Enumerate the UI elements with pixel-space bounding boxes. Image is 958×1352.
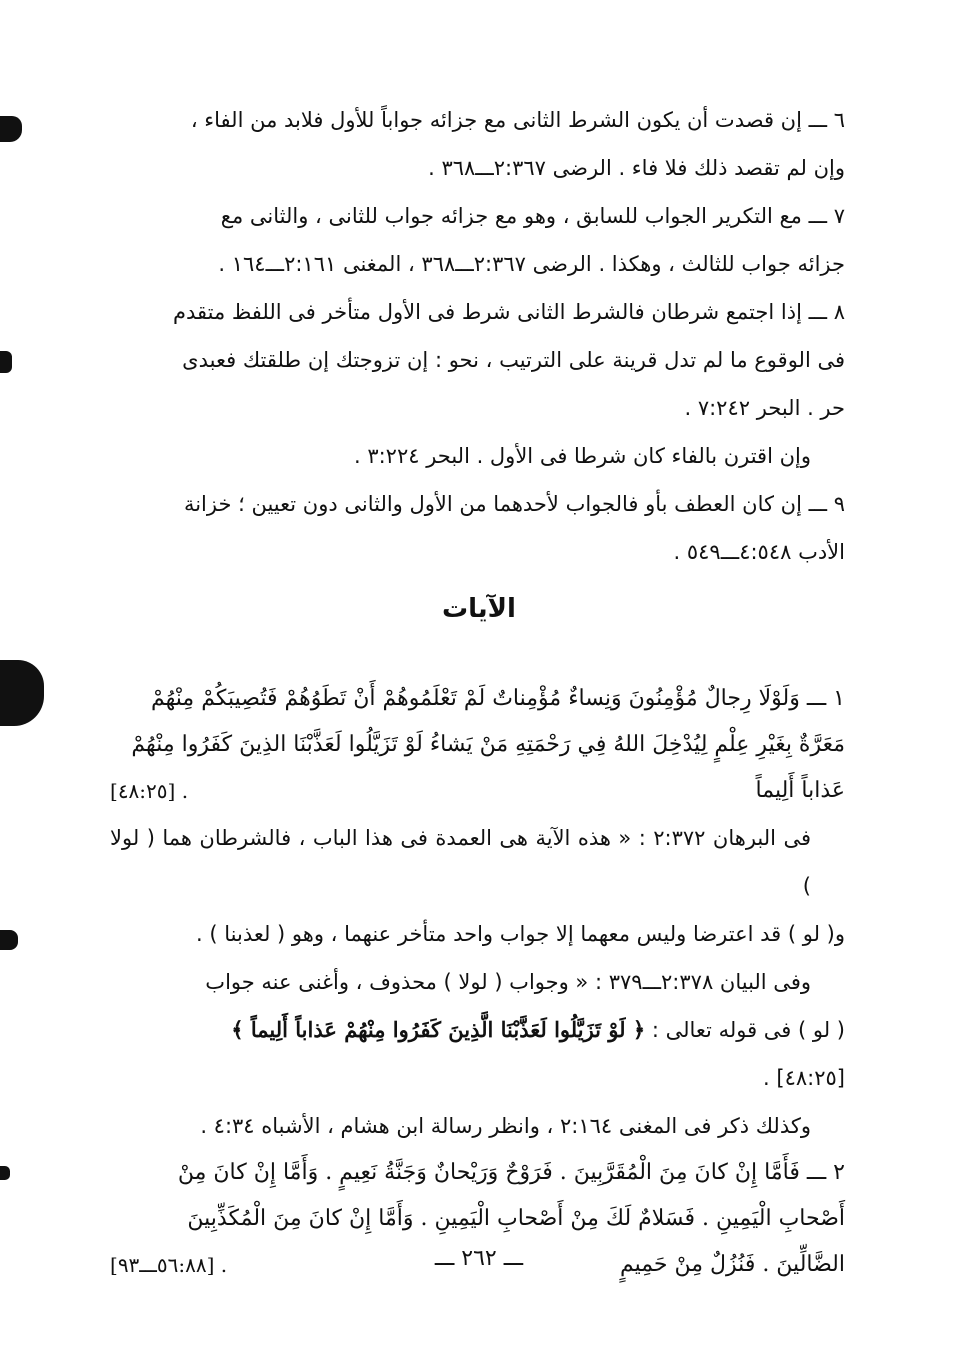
verse-line: مَعَرَّةٌ بِغَيْرِ عِلْمٍ لِيُدْخِلَ اللهُ فِي رَحْمَتِهِ مَنْ يَشاءُ لَوْ تَزَيَّلُوا لَعَذَّبْنَا الذِينَ كَفَرُوا مِنْهُمْ xyxy=(131,732,845,757)
verse-line-with-ref xyxy=(110,768,845,814)
scan-mark xyxy=(0,116,22,142)
note-line: وإن اقترن بالفاء كان شرطا فى الأول . البحر ٣:٢٢٤ . xyxy=(353,444,811,468)
scan-mark xyxy=(0,660,44,726)
note-line: ٨ ـــ إذا اجتمع شرطان فالشرط الثانى شرط فى الأول متأخر فى اللفظ متقدم xyxy=(172,300,845,324)
note-line: وإن لم تقصد ذلك فلا فاء . الرضى ٢:٣٦٧ـــ٣٦٨ . xyxy=(428,156,845,180)
verse-line: ١ ـــ وَلَوْلَا رِجالٌ مُؤْمِنُونَ وَنِساءٌ مُؤْمِناتٌ لَمْ تَعْلَمُوهُمْ أَنْ تَطَوُهُمْ فَتُصِيبَكُمْ مِنْهُمْ xyxy=(151,686,845,711)
verses-section xyxy=(110,676,845,1288)
note-line: ٩ ـــ إن كان العطف بأو فالجواب لأحدهما من الأول والثانى دون تعيين ؛ خزانة xyxy=(183,492,845,516)
scan-mark xyxy=(0,1166,10,1180)
note-9 xyxy=(110,480,845,576)
note-line: ٦ ـــ إن قصدت أن يكون الشرط الثانى مع جزائه جواباً للأول فلابد من الفاء ، xyxy=(190,108,845,132)
commentary-mughni xyxy=(110,1102,845,1150)
note-line: جزائه جواب للثالث ، وهكذا . الرضى ٢:٣٦٧ـــ٣٦٨ ، المغنى ٢:١٦١ـــ١٦٤ . xyxy=(218,252,845,276)
note-line: فى الوقوع ما لم تدل قرينة على الترتيب ، نحو : إن تزوجتك إن طلقتك فعبدى xyxy=(182,348,845,372)
note-line: ٧ ـــ مع التكرير الجواب للسابق ، وهو مع جزائه جواب للثانى ، والثانى مع xyxy=(220,204,845,228)
note-line: الأدب ٤:٥٤٨ـــ٥٤٩ . xyxy=(673,540,845,564)
verse-1 xyxy=(110,676,845,814)
verse-reference: [٥٦:٨٨ـــ٩٣] . xyxy=(110,1253,228,1277)
note-6 xyxy=(110,96,845,192)
verse-line: أَصْحابِ الْيَمِينِ . فَسَلامٌ لَكَ مِنْ أَصْحابِ الْيَمِينِ . وَأَمَّا إِنْ كانَ مِنَ الْمُكَذِّبِينَ xyxy=(187,1206,845,1231)
verse-text: الضَّالِّينَ . فَنُزُلٌ مِنْ حَمِيمٍ xyxy=(619,1252,845,1277)
commentary-burhan xyxy=(110,814,845,958)
note-8 xyxy=(110,288,845,432)
page-number: ـــ ٢٦٢ ـــ xyxy=(434,1246,524,1271)
commentary-line: و( لو ) قد اعترضا وليس معهما إلا جواب واحد متأخر عنهما ، وهو ( لعذبنا ) . xyxy=(196,922,845,946)
notes-section xyxy=(110,96,845,576)
commentary-line: فى البرهان ٢:٣٧٢ : « هذه الآية هى العمدة فى هذا الباب ، فالشرطان هما ( لولا ) xyxy=(110,826,811,898)
commentary-line xyxy=(110,1006,845,1054)
commentary-bayan xyxy=(110,958,845,1102)
scan-mark xyxy=(0,930,18,950)
note-line: حر . البحر ٧:٢٤٢ . xyxy=(684,396,845,420)
commentary-line: [٤٨:٢٥] . xyxy=(763,1066,845,1090)
commentary-line: وفى البيان ٢:٣٧٨ـــ٣٧٩ : « وجواب ( لولا ) محذوف ، وأغنى عنه جواب xyxy=(205,970,811,994)
quran-quote: ﴿ لَوْ تَزَيَّلُوا لَعَذَّبْنَا الَّذِينَ كَفَرُوا مِنْهُمْ عَذاباً أَلِيماً ﴾ xyxy=(231,1017,646,1042)
verse-reference: [٤٨:٢٥] . xyxy=(110,779,189,803)
verse-text: عَذاباً أَلِيماً xyxy=(755,778,845,803)
section-heading: الآيات xyxy=(442,594,516,624)
note-7 xyxy=(110,192,845,288)
note-8-continued xyxy=(110,432,845,480)
commentary-line: وكذلك ذكر فى المغنى ٢:١٦٤ ، وانظر رسالة ابن هشام ، الأشباه ٤:٣٤ . xyxy=(200,1114,811,1138)
verse-line: ٢ ـــ فَأَمَّا إِنْ كانَ مِنَ الْمُقَرَّبِينَ . فَرَوْحٌ وَرَيْحانٌ وَجَنَّةُ نَعِيمٍ . وَأَمَّا إِنْ كانَ مِنْ xyxy=(177,1160,845,1185)
commentary-text: ( لو ) فى قوله تعالى : xyxy=(645,1018,845,1042)
scan-mark xyxy=(0,351,12,373)
